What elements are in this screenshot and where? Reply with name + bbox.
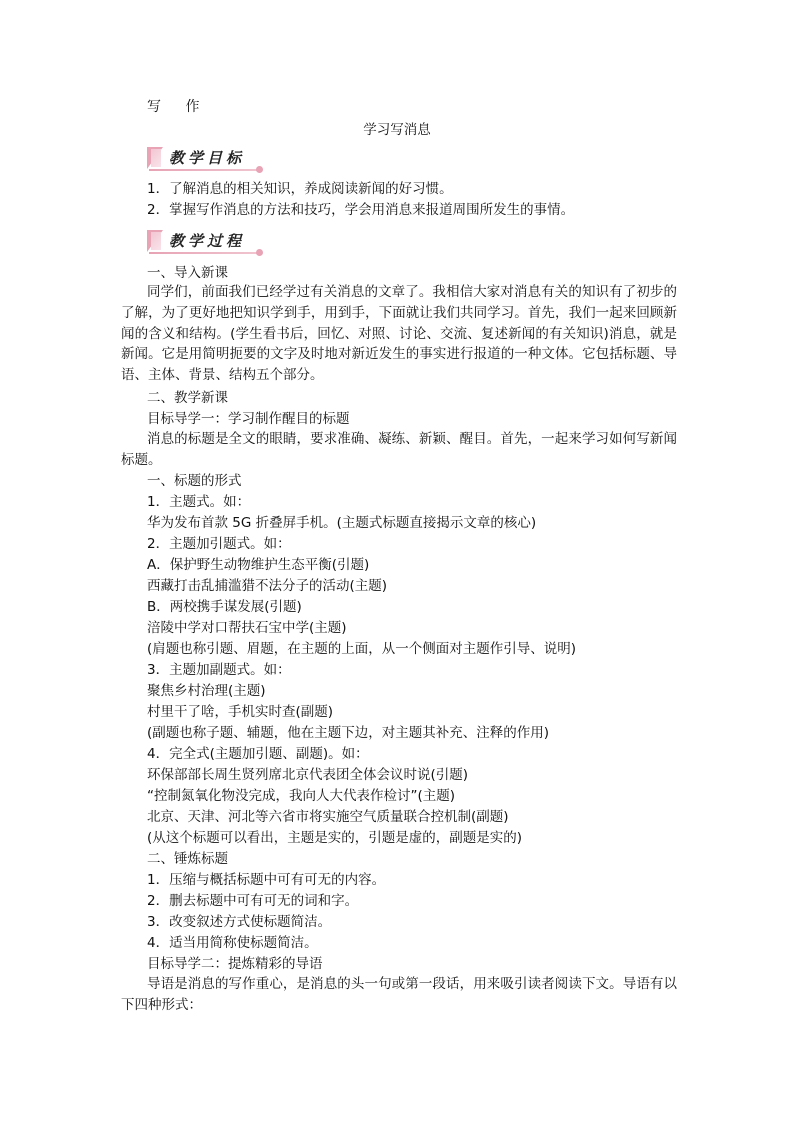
body-line: 环保部部长周生贤列席北京代表团全体会议时说(引题) xyxy=(147,767,469,783)
process-banner xyxy=(147,230,265,256)
document-title: 学习写消息 xyxy=(363,122,431,138)
teach-heading: 二、教学新课 xyxy=(147,390,228,406)
section-label: 写 作 xyxy=(147,99,210,115)
lead-paragraph: 导语是消息的写作重心，是消息的头一句或第一段话，用来吸引读者阅读下文。导语有以下四种形式： xyxy=(121,976,677,1013)
forms-heading: 一、标题的形式 xyxy=(147,473,242,489)
body-line: 涪陵中学对口帮扶石宝中学(主题) xyxy=(147,620,347,636)
banner-underline xyxy=(149,252,257,254)
body-line: (副题也称子题、辅题，他在主题下边，对主题其补充、注释的作用) xyxy=(147,725,550,741)
process-banner-label: 教学过程 xyxy=(169,232,246,250)
body-line: 4．完全式(主题加引题、副题)。如： xyxy=(147,746,369,762)
body-line: 2．主题加引题式。如： xyxy=(147,536,291,552)
banner-dot-icon xyxy=(256,249,263,256)
intro-heading: 一、导入新课 xyxy=(147,265,228,281)
goal1-heading: 目标导学一：学习制作醒目的标题 xyxy=(147,411,350,427)
body-line: 二、锤炼标题 xyxy=(147,851,228,867)
goal1-paragraph: 消息的标题是全文的眼睛，要求准确、凝练、新颖、醒目。首先，一起来学习如何写新闻标题。 xyxy=(121,431,677,468)
body-line: “控制氮氧化物没完成，我向人大代表作检讨”(主题) xyxy=(147,788,456,804)
body-line: 村里干了啥，手机实时查(副题) xyxy=(147,704,334,720)
goals-banner xyxy=(147,147,265,173)
body-line: (从这个标题可以看出，主题是实的，引题是虚的，副题是实的) xyxy=(147,830,523,846)
body-line: 华为发布首款 5G 折叠屏手机。(主题式标题直接揭示文章的核心) xyxy=(147,515,537,531)
body-line: 北京、天津、河北等六省市将实施空气质量联合控机制(副题) xyxy=(147,809,509,825)
body-line: 4．适当用简称使标题简洁。 xyxy=(147,935,318,951)
body-line: B．两校携手谋发展(引题) xyxy=(147,599,302,615)
body-line: 西藏打击乱捕滥猎不法分子的活动(主题) xyxy=(147,578,388,594)
body-line: 目标导学二：提炼精彩的导语 xyxy=(147,956,323,972)
intro-paragraph: 同学们，前面我们已经学过有关消息的文章了。我相信大家对消息有关的知识有了初步的了解，为了更好地把知识学到手，用到手，下面就让我们共同学习。首先，我们一起来回顾新闻的含义和结构。(学生看书后，回忆、对照、讨论、交流、复述新闻的有关知识)消息，就是新闻。它是用简明扼要的文字及时地对新近发生的事实进行报道的一种文体。它包括标题、导语、主体、背景、结构五个部分。 xyxy=(121,284,677,384)
goal-item-2: 2．掌握写作消息的方法和技巧，学会用消息来报道周围所发生的事情。 xyxy=(147,202,575,218)
body-line: 1．压缩与概括标题中可有可无的内容。 xyxy=(147,872,386,888)
body-line: (肩题也称引题、眉题，在主题的上面，从一个侧面对主题作引导、说明) xyxy=(147,641,577,657)
banner-underline xyxy=(149,169,257,171)
banner-dot-icon xyxy=(256,166,263,173)
body-line: 3．主题加副题式。如： xyxy=(147,662,291,678)
body-line: 1．主题式。如： xyxy=(147,494,251,510)
body-line: 聚焦乡村治理(主题) xyxy=(147,683,266,699)
body-line: A．保护野生动物维护生态平衡(引题) xyxy=(147,557,370,573)
goals-banner-label: 教学目标 xyxy=(169,149,246,167)
body-line: 2．删去标题中可有可无的词和字。 xyxy=(147,893,359,909)
banner-flag-fill xyxy=(151,149,161,167)
banner-flag-fill xyxy=(151,232,161,250)
body-line: 3．改变叙述方式使标题简洁。 xyxy=(147,914,332,930)
goal-item-1: 1．了解消息的相关知识，养成阅读新闻的好习惯。 xyxy=(147,181,453,197)
